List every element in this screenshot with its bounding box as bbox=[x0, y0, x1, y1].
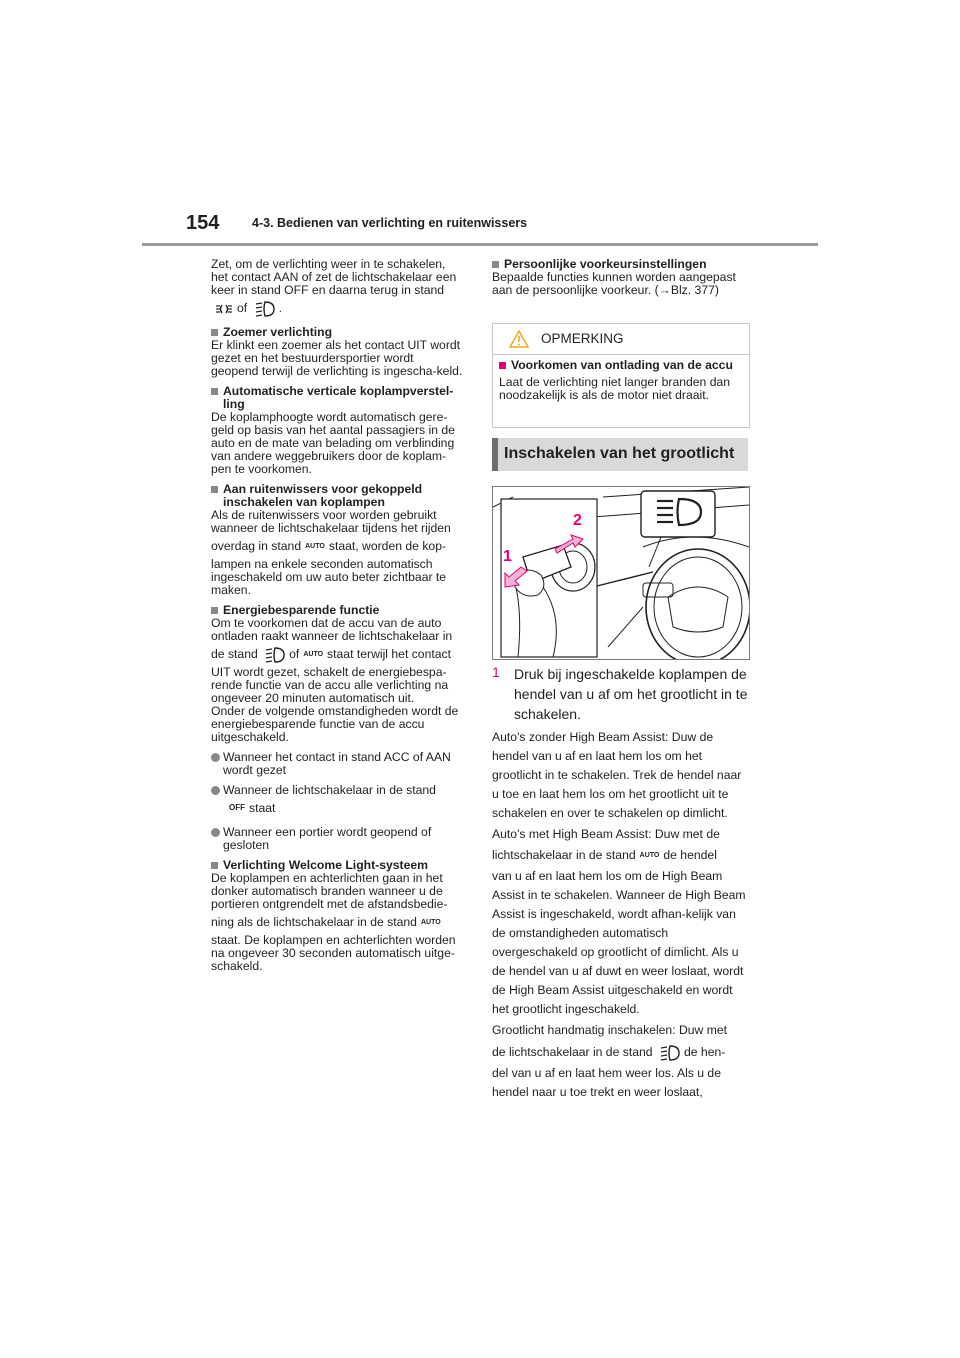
note-title: OPMERKING bbox=[541, 331, 624, 346]
intro-or: of bbox=[237, 301, 248, 315]
energy-heading: Energiebesparende functie bbox=[211, 604, 463, 617]
wiper-symbol-line: overdag in stand AUTO staat, worden de kop- bbox=[211, 535, 463, 558]
high-beam-figure bbox=[492, 486, 750, 660]
welcome-symbol-line: ning als de lichtschakelaar in de stand AUTO bbox=[211, 911, 463, 934]
intro-symbol-line bbox=[211, 297, 463, 319]
left-column bbox=[211, 258, 463, 973]
p-assist-a: Auto's met High Beam Assist: Duw met de bbox=[492, 827, 720, 841]
wiper-heading: Aan ruitenwissers voor gekoppeld inschakelen van koplampen bbox=[211, 483, 463, 509]
figure-label-2: 2 bbox=[573, 512, 582, 529]
high-beam-callout bbox=[641, 491, 715, 567]
section-title: 4-3. Bedienen van verlichting en ruitenwissers bbox=[252, 216, 528, 230]
auto-icon: AUTO bbox=[305, 542, 325, 550]
p-manual-a: Grootlicht handmatig inschakelen: Duw met bbox=[492, 1022, 728, 1037]
bullet-acc: Wanneer het contact in stand ACC of AAN wordt gezet bbox=[211, 751, 463, 777]
note-text: Laat de verlichting niet langer branden dan noodzakelijk is als de motor niet draait. bbox=[499, 375, 731, 402]
headlight-icon bbox=[265, 647, 285, 663]
warning-icon bbox=[509, 330, 529, 348]
energy-text-a: Om te voorkomen dat de accu van de auto ontladen raakt wanneer de lichtschakelaar in bbox=[211, 615, 453, 643]
auto-icon: AUTO bbox=[420, 919, 441, 927]
intro-end: . bbox=[278, 301, 282, 315]
energy-text-d: Onder de volgende omstandigheden wordt de energiebesparende functie van de accu uitgeschakeld. bbox=[211, 703, 459, 744]
buzzer-heading: Zoemer verlichting bbox=[211, 326, 463, 339]
p-manual-symbol-line: de lichtschakelaar in de stand de hen- bbox=[492, 1044, 726, 1059]
bullet-door: Wanneer een portier wordt geopend of gesloten bbox=[211, 826, 463, 852]
energy-symbol-line: de stand of AUTO staat terwijl het contact bbox=[211, 643, 463, 666]
p-assist-c: van u af en laat hem los om de High Beam Assist in te schakelen. Wanneer de High Beam Assist is ingeschakeld, wordt afhan-kelijk van de omstandigheden automatisch overgeschakeld op grootlicht of dimlicht. Als u de hendel van u af duwt en weer loslaat, wordt de High Beam Assist uitgeschakeld en wordt het grootlicht ingeschakeld. bbox=[492, 868, 746, 1016]
section-heading: Inschakelen van het grootlicht bbox=[492, 438, 748, 471]
bullet-off: Wanneer de lichtschakelaar in de stand bbox=[211, 784, 463, 797]
welcome-heading: Verlichting Welcome Light-systeem bbox=[211, 859, 463, 872]
headlight-icon bbox=[660, 1045, 680, 1061]
off-icon: OFF bbox=[229, 803, 245, 813]
note-box bbox=[492, 323, 750, 428]
p-assist-symbol-line: lichtschakelaar in de stand AUTO de hendel bbox=[492, 844, 750, 867]
wiper-text-a: Als de ruitenwissers voor worden gebruikt wanneer de lichtschakelaar tijdens het rijden bbox=[211, 508, 451, 535]
p-manual-c: del van u af en laat hem weer los. Als u de hendel naar u toe trekt en weer loslaat, bbox=[492, 1065, 721, 1099]
tail-light-icon bbox=[215, 302, 233, 316]
page-number: 154 bbox=[186, 212, 220, 234]
p-no-assist: Auto's zonder High Beam Assist: Duw de hendel van u af en laat hem los om het grootlicht in te schakelen. Trek de hendel naar u toe en laat hem los om het grootlicht uit te schakelen en over te schakelen op dimlicht. bbox=[492, 730, 742, 820]
note-header bbox=[493, 324, 749, 355]
leveling-text: De koplamphoogte wordt automatisch gere-geld op basis van het aantal passagiers in de auto en de mate van belading om verblinding van andere weggebruikers door de koplam-pen te voorkomen. bbox=[211, 410, 455, 476]
lever-illustration bbox=[493, 487, 749, 659]
step-text: Druk bij ingeschakelde koplampen de hendel van u af om het grootlicht in te schakelen. bbox=[514, 666, 748, 722]
headlight-icon bbox=[255, 301, 275, 317]
right-column bbox=[492, 258, 744, 297]
energy-text-c: UIT wordt gezet, schakelt de energiebespa-rende functie van de accu alle verlichting na ongeveer 20 minuten automatisch uit. bbox=[211, 664, 449, 705]
bullet-off-line: OFF staat bbox=[211, 797, 463, 820]
auto-icon: AUTO bbox=[639, 851, 660, 859]
right-body-text bbox=[492, 728, 750, 1102]
leveling-heading: Automatische verticale koplampverstel-ling bbox=[211, 385, 463, 411]
personal-heading: Persoonlijke voorkeursinstellingen bbox=[492, 258, 744, 271]
welcome-text-c: staat. De koplampen en achterlichten worden na ongeveer 30 seconden automatisch uitge-schakeld. bbox=[211, 933, 456, 974]
header-rule bbox=[142, 243, 818, 246]
note-sub-heading: Voorkomen van ontlading van de accu bbox=[499, 359, 743, 372]
wiper-text-c: lampen na enkele seconden automatisch ingeschakeld om uw auto beter zichtbaar te maken. bbox=[211, 556, 447, 597]
buzzer-text: Er klinkt een zoemer als het contact UIT wordt gezet en het bestuurdersportier wordt geopend terwijl de verlichting is ingescha-keld. bbox=[211, 338, 463, 378]
personal-text: Bepaalde functies kunnen worden aangepast aan de persoonlijke voorkeur. (→Blz. 377) bbox=[492, 270, 736, 297]
step-number: 1 bbox=[492, 664, 500, 680]
figure-label-1: 1 bbox=[503, 548, 512, 565]
welcome-text-a: De koplampen en achterlichten gaan in het donker automatisch branden wanneer u de portieren ontgrendelt met de afstandsbedie- bbox=[211, 871, 448, 912]
step-1 bbox=[492, 664, 754, 724]
intro-text: Zet, om de verlichting weer in te schakelen, het contact AAN of zet de lichtschakelaar een keer in stand OFF en daarna terug in stand bbox=[211, 257, 457, 297]
auto-icon: AUTO bbox=[303, 650, 324, 658]
